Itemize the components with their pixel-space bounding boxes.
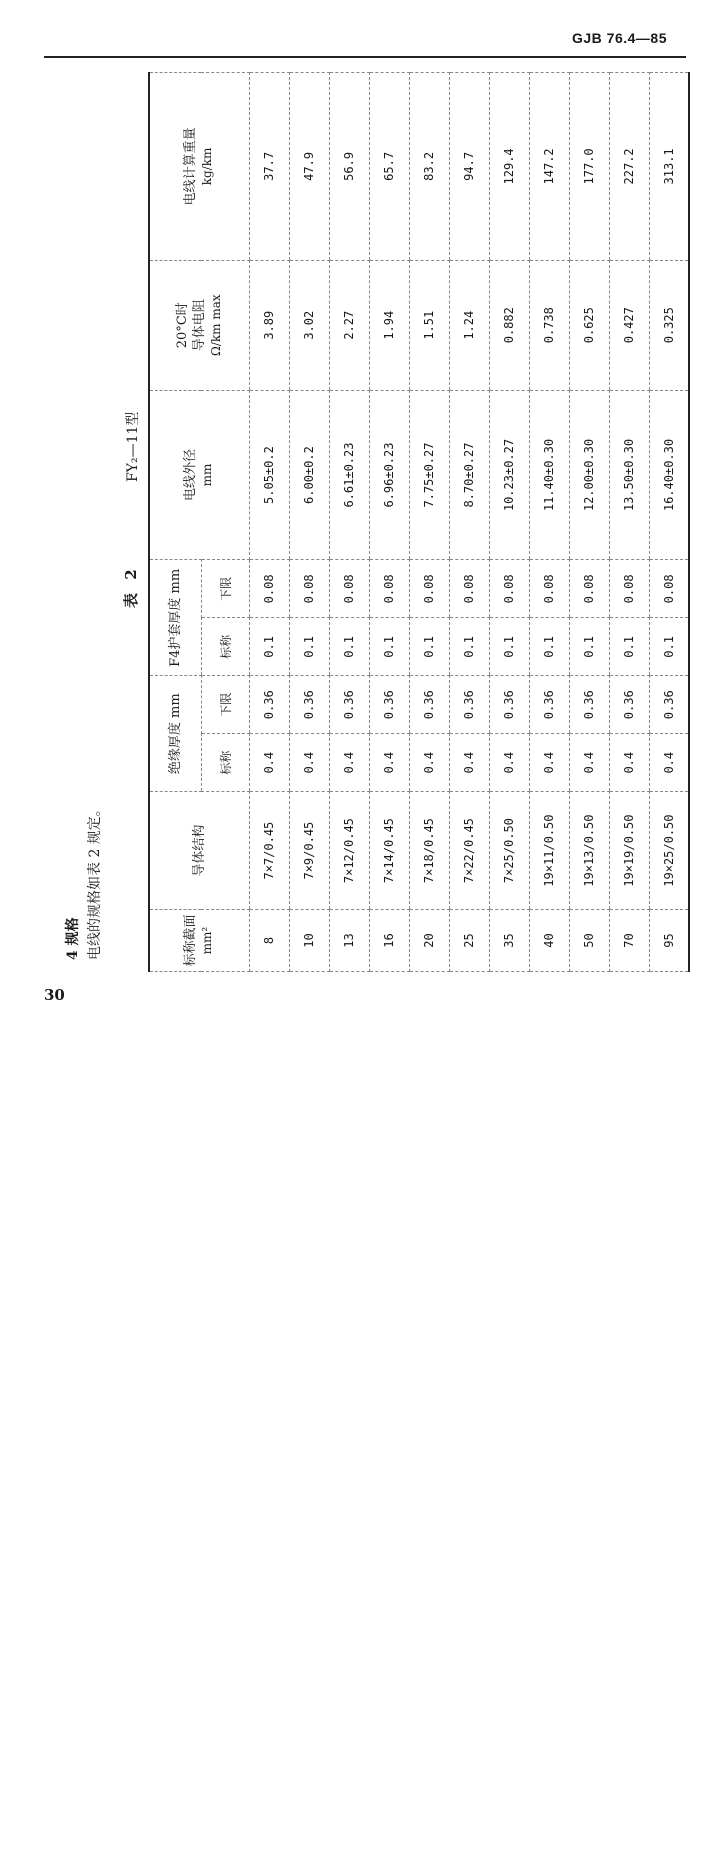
cell-sheath-lower: 0.08 — [289, 560, 329, 618]
cell-weight: 313.1 — [649, 73, 689, 261]
header-resistance-unit: Ω/km max — [208, 294, 223, 357]
cell-conductor: 19×25/0.50 — [649, 792, 689, 910]
spec-table — [148, 72, 690, 972]
cell-resistance: 0.882 — [489, 260, 529, 390]
header-sheath-lower: 下限 — [201, 560, 249, 618]
cell-sheath-lower: 0.08 — [569, 560, 609, 618]
cell-weight: 56.9 — [329, 73, 369, 261]
cell-diameter: 13.50±0.30 — [609, 390, 649, 560]
cell-sheath-lower: 0.08 — [529, 560, 569, 618]
header-resistance-label2: 导体电阻 — [191, 299, 207, 352]
section-text: 电线的规格如表 2 规定。 — [87, 802, 103, 960]
cell-sheath-nominal: 0.1 — [529, 618, 569, 676]
cell-insulation-lower: 0.36 — [609, 676, 649, 734]
cell-conductor: 7×22/0.45 — [449, 792, 489, 910]
cell-diameter: 10.23±0.27 — [489, 390, 529, 560]
cell-diameter: 12.00±0.30 — [569, 390, 609, 560]
cell-diameter: 7.75±0.27 — [409, 390, 449, 560]
cell-sheath-lower: 0.08 — [609, 560, 649, 618]
cell-sheath-lower: 0.08 — [409, 560, 449, 618]
cell-cross-section: 13 — [329, 910, 369, 972]
cell-cross-section: 25 — [449, 910, 489, 972]
cell-cross-section: 20 — [409, 910, 449, 972]
header-resistance — [149, 260, 249, 390]
cell-resistance: 3.89 — [249, 260, 289, 390]
header-sheath: F4护套厚度 mm — [149, 560, 201, 676]
cell-cross-section: 95 — [649, 910, 689, 972]
cell-diameter: 8.70±0.27 — [449, 390, 489, 560]
section-block — [62, 802, 122, 1110]
cell-weight: 37.7 — [249, 73, 289, 261]
cell-weight: 227.2 — [609, 73, 649, 261]
cell-weight: 177.0 — [569, 73, 609, 261]
cell-resistance: 1.94 — [369, 260, 409, 390]
cell-resistance: 3.02 — [289, 260, 329, 390]
table-row — [489, 73, 529, 972]
cell-resistance: 1.51 — [409, 260, 449, 390]
cell-insulation-nominal: 0.4 — [529, 734, 569, 792]
cell-conductor: 19×13/0.50 — [569, 792, 609, 910]
cell-sheath-nominal: 0.1 — [569, 618, 609, 676]
document-code: GJB 76.4—85 — [572, 30, 667, 46]
header-sheath-nominal: 标称 — [201, 618, 249, 676]
cell-insulation-lower: 0.36 — [649, 676, 689, 734]
cell-conductor: 7×12/0.45 — [329, 792, 369, 910]
cell-cross-section: 50 — [569, 910, 609, 972]
cell-insulation-lower: 0.36 — [249, 676, 289, 734]
cell-sheath-nominal: 0.1 — [329, 618, 369, 676]
cell-sheath-nominal: 0.1 — [489, 618, 529, 676]
cell-resistance: 0.427 — [609, 260, 649, 390]
cell-sheath-nominal: 0.1 — [449, 618, 489, 676]
table-caption-block — [120, 565, 150, 708]
cell-insulation-nominal: 0.4 — [249, 734, 289, 792]
cell-weight: 129.4 — [489, 73, 529, 261]
section-title: 4 规格 — [65, 917, 81, 960]
cell-sheath-nominal: 0.1 — [409, 618, 449, 676]
cell-diameter: 16.40±0.30 — [649, 390, 689, 560]
cell-resistance: 0.625 — [569, 260, 609, 390]
table-row — [289, 73, 329, 972]
header-cross-section-unit: mm² — [200, 926, 215, 955]
header-diameter — [149, 390, 249, 560]
table-row — [649, 73, 689, 972]
table-row — [249, 73, 289, 972]
cell-insulation-lower: 0.36 — [529, 676, 569, 734]
cell-cross-section: 10 — [289, 910, 329, 972]
cell-insulation-nominal: 0.4 — [449, 734, 489, 792]
cell-insulation-nominal: 0.4 — [489, 734, 529, 792]
header-diameter-label: 电线外径 — [183, 449, 199, 502]
header-weight-unit: kg/km — [200, 147, 215, 186]
table-caption: 表 2 — [122, 565, 140, 608]
cell-diameter: 5.05±0.2 — [249, 390, 289, 560]
cell-sheath-nominal: 0.1 — [289, 618, 329, 676]
cell-insulation-lower: 0.36 — [569, 676, 609, 734]
table-row — [409, 73, 449, 972]
cell-insulation-lower: 0.36 — [449, 676, 489, 734]
header-cross-section-label: 标称截面 — [183, 914, 199, 967]
cell-resistance: 1.24 — [449, 260, 489, 390]
cell-insulation-lower: 0.36 — [489, 676, 529, 734]
cell-insulation-nominal: 0.4 — [409, 734, 449, 792]
cell-sheath-nominal: 0.1 — [369, 618, 409, 676]
cell-weight: 47.9 — [289, 73, 329, 261]
header-resistance-label1: 20°C时 — [174, 302, 190, 349]
cell-insulation-nominal: 0.4 — [609, 734, 649, 792]
cell-conductor: 7×14/0.45 — [369, 792, 409, 910]
header-conductor: 导体结构 — [149, 792, 249, 910]
cell-sheath-lower: 0.08 — [249, 560, 289, 618]
header-rule — [44, 56, 686, 58]
cell-sheath-lower: 0.08 — [649, 560, 689, 618]
header-cross-section — [149, 910, 249, 972]
cell-diameter: 11.40±0.30 — [529, 390, 569, 560]
cell-conductor: 7×7/0.45 — [249, 792, 289, 910]
cell-weight: 147.2 — [529, 73, 569, 261]
cell-resistance: 0.738 — [529, 260, 569, 390]
cell-insulation-lower: 0.36 — [329, 676, 369, 734]
table-row — [609, 73, 649, 972]
cell-diameter: 6.61±0.23 — [329, 390, 369, 560]
cell-conductor: 7×25/0.50 — [489, 792, 529, 910]
cell-cross-section: 16 — [369, 910, 409, 972]
cell-conductor: 7×18/0.45 — [409, 792, 449, 910]
cell-sheath-lower: 0.08 — [329, 560, 369, 618]
cell-resistance: 0.325 — [649, 260, 689, 390]
cell-insulation-nominal: 0.4 — [649, 734, 689, 792]
header-insulation-lower: 下限 — [201, 676, 249, 734]
cell-weight: 83.2 — [409, 73, 449, 261]
header-diameter-unit: mm — [200, 463, 215, 487]
cell-cross-section: 70 — [609, 910, 649, 972]
cell-cross-section: 8 — [249, 910, 289, 972]
cell-weight: 94.7 — [449, 73, 489, 261]
cell-cross-section: 40 — [529, 910, 569, 972]
cell-conductor: 7×9/0.45 — [289, 792, 329, 910]
cell-weight: 65.7 — [369, 73, 409, 261]
header-insulation-nominal: 标称 — [201, 734, 249, 792]
cell-insulation-lower: 0.36 — [289, 676, 329, 734]
cell-resistance: 2.27 — [329, 260, 369, 390]
cell-sheath-nominal: 0.1 — [249, 618, 289, 676]
page-number: 30 — [44, 986, 65, 1004]
cell-sheath-lower: 0.08 — [449, 560, 489, 618]
header-insulation: 绝缘厚度 mm — [149, 676, 201, 792]
cell-insulation-nominal: 0.4 — [369, 734, 409, 792]
cell-diameter: 6.00±0.2 — [289, 390, 329, 560]
cell-insulation-nominal: 0.4 — [569, 734, 609, 792]
cell-conductor: 19×19/0.50 — [609, 792, 649, 910]
cell-insulation-nominal: 0.4 — [289, 734, 329, 792]
table-type-label: FY₂—11型 — [125, 411, 141, 482]
cell-sheath-nominal: 0.1 — [649, 618, 689, 676]
cell-sheath-nominal: 0.1 — [609, 618, 649, 676]
table-row — [569, 73, 609, 972]
spec-table-body — [249, 73, 689, 972]
cell-insulation-nominal: 0.4 — [329, 734, 369, 792]
header-weight — [149, 73, 249, 261]
cell-insulation-lower: 0.36 — [409, 676, 449, 734]
cell-sheath-lower: 0.08 — [489, 560, 529, 618]
table-row — [449, 73, 489, 972]
cell-conductor: 19×11/0.50 — [529, 792, 569, 910]
table-row — [529, 73, 569, 972]
cell-sheath-lower: 0.08 — [369, 560, 409, 618]
header-weight-label: 电线计算重量 — [183, 127, 199, 206]
cell-insulation-lower: 0.36 — [369, 676, 409, 734]
cell-diameter: 6.96±0.23 — [369, 390, 409, 560]
table-row — [329, 73, 369, 972]
table-row — [369, 73, 409, 972]
cell-cross-section: 35 — [489, 910, 529, 972]
spec-table-wrapper — [148, 127, 688, 1872]
